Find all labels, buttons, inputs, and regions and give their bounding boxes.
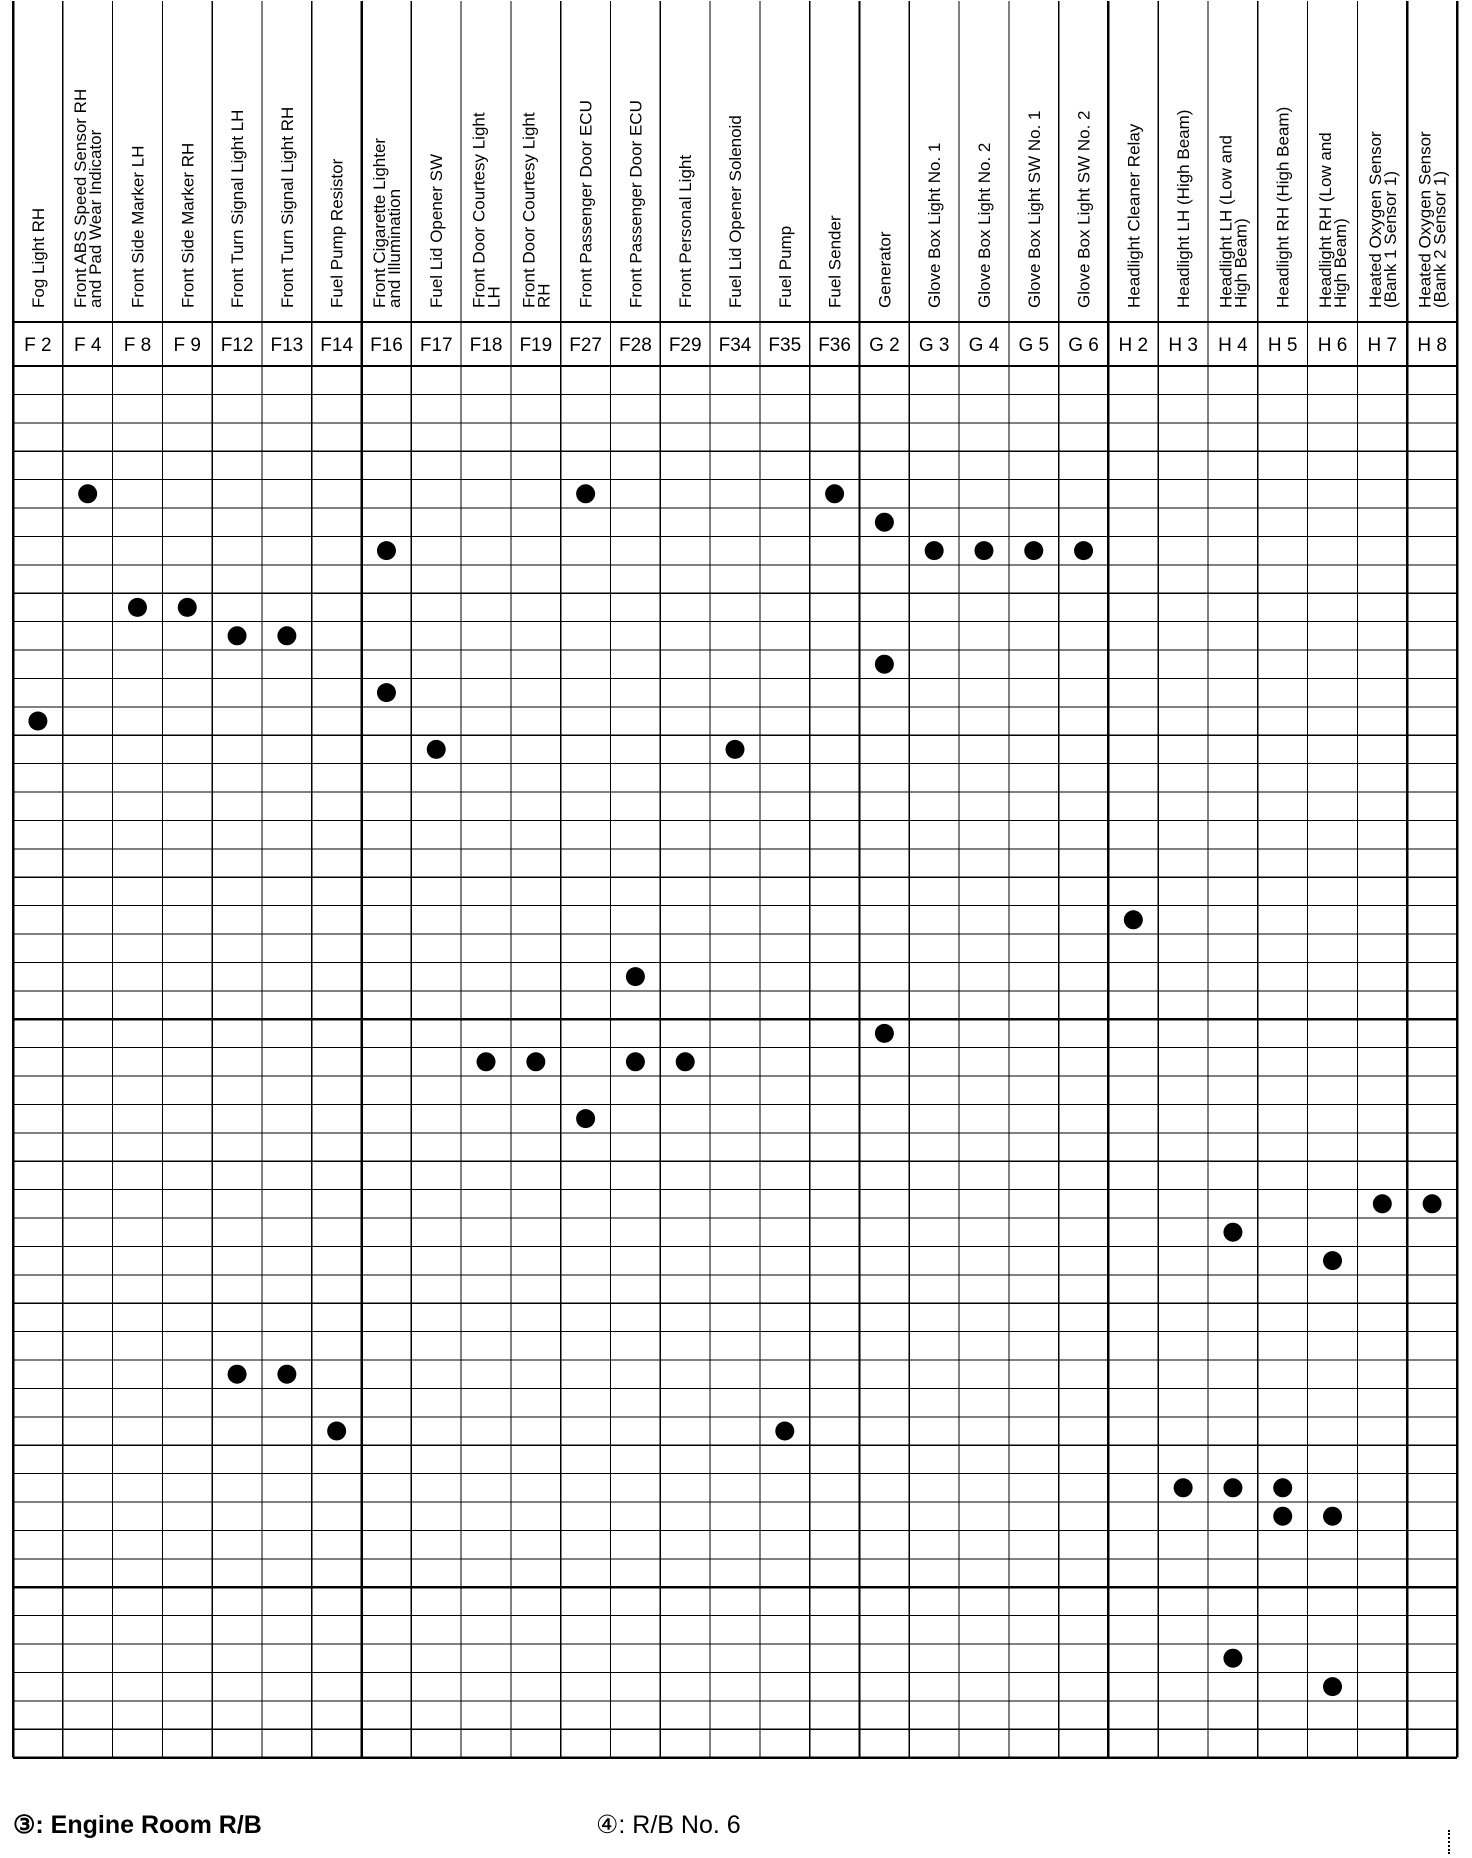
column-code: F13: [270, 335, 304, 356]
connection-dot: [128, 598, 147, 617]
connection-dot: [327, 1422, 346, 1441]
connection-dot: [825, 484, 844, 503]
column-name: Heated Oxygen Sensor: [1365, 131, 1385, 308]
connection-dot: [228, 1365, 247, 1384]
column-name: Glove Box Light SW No. 1: [1024, 110, 1044, 308]
column-code: F29: [668, 335, 702, 356]
column-name: Front Turn Signal Light LH: [228, 109, 248, 308]
connection-dot: [427, 740, 446, 759]
column-name: Front Door Courtesy Light: [519, 112, 539, 308]
legend-rb-no-6: ④: R/B No. 6: [596, 1811, 741, 1839]
column-code: F34: [718, 335, 752, 356]
column-name: Front Passenger Door ECU: [576, 100, 596, 308]
legend-engine-room-rb: ③: Engine Room R/B: [13, 1811, 262, 1839]
connection-dot: [526, 1052, 545, 1071]
connection-dot: [1223, 1478, 1242, 1497]
connection-dot: [775, 1422, 794, 1441]
column-name: and Pad Wear Indicator: [86, 129, 106, 308]
connection-dot: [1273, 1478, 1292, 1497]
column-name: Glove Box Light No. 1: [925, 142, 945, 308]
connection-dot: [1273, 1507, 1292, 1526]
column-name: Headlight RH (High Beam): [1273, 106, 1293, 308]
connection-dot: [1323, 1677, 1342, 1696]
column-code: H 7: [1367, 335, 1398, 356]
connection-dot: [925, 541, 944, 560]
connection-dot: [1373, 1194, 1392, 1213]
column-name: Front Passenger Door ECU: [626, 100, 646, 308]
connection-dot: [1024, 541, 1043, 560]
column-code: F36: [818, 335, 851, 356]
connection-dot: [875, 655, 894, 674]
connection-dot: [277, 626, 296, 645]
column-name: High Beam): [1331, 218, 1351, 308]
column-name: Fog Light RH: [28, 207, 48, 308]
connection-dot: [1323, 1251, 1342, 1270]
column-name: Headlight Cleaner Relay: [1124, 123, 1144, 308]
connection-dot: [726, 740, 745, 759]
connection-dot: [676, 1052, 695, 1071]
connection-dot: [1223, 1223, 1242, 1242]
column-code-headers: [24, 335, 1447, 356]
column-code: F 8: [123, 335, 152, 356]
column-name: (Bank 1 Sensor 1): [1380, 170, 1400, 308]
column-name: Glove Box Light SW No. 2: [1074, 110, 1094, 308]
column-code: G 2: [869, 335, 900, 356]
column-code: F16: [370, 335, 403, 356]
connection-dot: [1074, 541, 1093, 560]
column-code: F12: [220, 335, 254, 356]
column-name-headers: [29, 89, 1450, 308]
column-code: G 4: [968, 335, 1000, 356]
connection-dot: [28, 712, 47, 731]
column-name: Front Side Marker LH: [128, 145, 148, 308]
column-code: F17: [419, 335, 453, 356]
column-code: G 6: [1068, 335, 1099, 356]
column-code: F18: [469, 335, 503, 356]
column-name: Glove Box Light No. 2: [974, 142, 994, 308]
column-name: Fuel Lid Opener SW: [427, 153, 447, 308]
column-name: Fuel Lid Opener Solenoid: [726, 115, 745, 308]
connection-dot: [1223, 1649, 1242, 1668]
connection-dot: [78, 484, 97, 503]
column-code: G 3: [918, 335, 950, 356]
column-code: F35: [768, 335, 802, 356]
column-code: H 4: [1218, 335, 1248, 356]
column-code: F19: [519, 335, 553, 356]
connection-dot: [576, 1109, 595, 1128]
connection-marks: [28, 484, 1441, 1696]
column-code: F 4: [73, 335, 102, 356]
column-name: Fuel Pump Resistor: [327, 158, 347, 308]
column-name: Front Personal Light: [676, 154, 696, 308]
column-code: F14: [320, 335, 354, 356]
connection-dot: [377, 683, 396, 702]
column-name: Fuel Pump: [775, 225, 795, 308]
column-code: G 5: [1018, 335, 1050, 356]
connection-dot: [1174, 1478, 1193, 1497]
connection-dot: [277, 1365, 296, 1384]
column-name: Fuel Sender: [825, 215, 845, 308]
column-name: (Bank 2 Sensor 1): [1430, 170, 1450, 308]
connection-dot: [974, 541, 993, 560]
connection-dot: [377, 541, 396, 560]
connection-dot: [477, 1052, 496, 1071]
column-code: H 5: [1267, 335, 1298, 356]
column-code: F28: [619, 335, 652, 356]
column-name: RH: [534, 283, 554, 308]
column-name: Front ABS Speed Sensor RH: [71, 88, 91, 308]
column-name: Heated Oxygen Sensor: [1415, 131, 1435, 308]
column-code: F27: [569, 335, 602, 356]
connection-dot: [875, 1024, 894, 1043]
connection-dot: [178, 598, 197, 617]
column-name: and Illumination: [384, 188, 404, 308]
column-name: Front Door Courtesy Light: [469, 112, 489, 308]
column-code: F 2: [24, 335, 52, 356]
connection-dot: [626, 967, 645, 986]
column-name: High Beam): [1231, 218, 1251, 308]
column-name: Front Turn Signal Light RH: [277, 106, 297, 308]
connection-dot: [626, 1052, 645, 1071]
column-name: Headlight LH (High Beam): [1174, 109, 1194, 308]
column-code: H 8: [1417, 335, 1447, 356]
column-name: Headlight RH (Low and: [1316, 132, 1336, 308]
column-name: Headlight LH (Low and: [1216, 135, 1236, 308]
connection-dot: [1124, 910, 1143, 929]
column-code: F 9: [173, 335, 202, 356]
connection-dot: [875, 513, 894, 532]
column-name: Front Side Marker RH: [178, 142, 198, 308]
column-code: H 3: [1168, 335, 1198, 356]
edge-mark: [1448, 1830, 1452, 1854]
column-name: Generator: [875, 231, 895, 308]
column-code: H 6: [1317, 335, 1348, 356]
column-name: Front Cigarette Lighter: [369, 137, 389, 308]
column-code: H 2: [1118, 335, 1149, 356]
connection-dot: [1423, 1194, 1442, 1213]
column-name: LH: [484, 286, 504, 308]
connection-dot: [1323, 1507, 1342, 1526]
connection-dot: [576, 484, 595, 503]
connection-dot: [228, 626, 247, 645]
